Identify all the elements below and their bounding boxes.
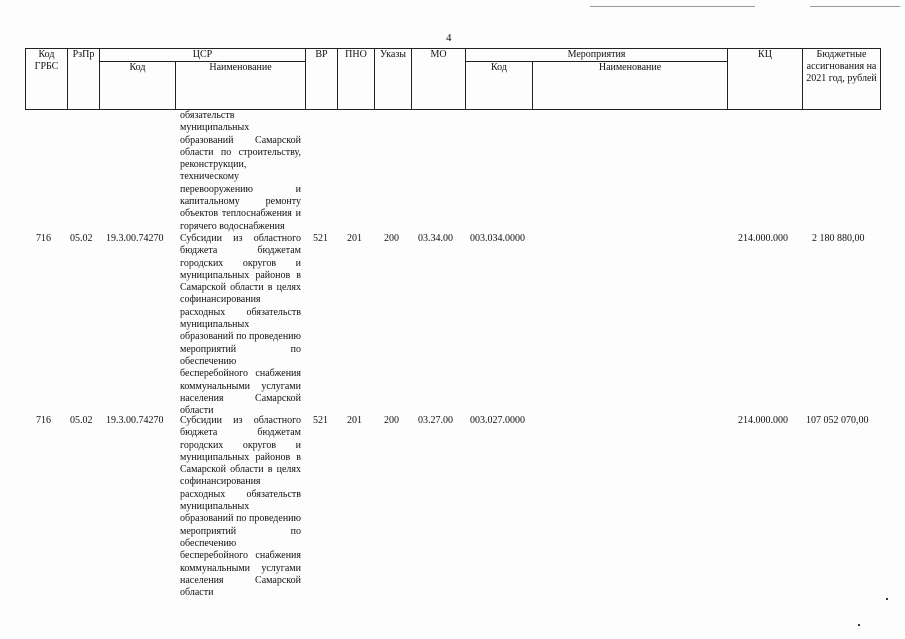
header-csr-name: Наименование <box>176 62 306 110</box>
header-budget: Бюджетные ассигнования на 2021 год, рублей <box>803 49 881 110</box>
header-csr: ЦСР <box>100 49 306 62</box>
header-mer-kod: Код <box>466 62 533 110</box>
cell-kc: 214.000.000 <box>738 233 788 244</box>
table-header <box>25 48 881 110</box>
cell-vr: 521 <box>313 233 328 244</box>
cell-pno: 201 <box>347 415 362 426</box>
continuation-text: обязательств муниципальных образований Самарской области по строительству, реконструкции, техническому перевооружению и капитальному ремонту объектов теплоснабжения и горячего водоснабжения <box>180 110 301 232</box>
header-vr: ВР <box>306 49 338 110</box>
header-mo: МО <box>412 49 466 110</box>
cell-pno: 201 <box>347 233 362 244</box>
page-number: 4 <box>446 32 452 44</box>
header-csr-kod: Код <box>100 62 176 110</box>
cell-vr: 521 <box>313 415 328 426</box>
cell-grbs: 716 <box>36 233 51 244</box>
cell-mer-kod: 003.027.0000 <box>470 415 525 426</box>
cell-rzpr: 05.02 <box>70 233 93 244</box>
cell-name: Субсидии из областного бюджета бюджетам городских округов и муниципальных районов в Самарской области в целях софинансирования расходных обязательств муниципальных образований по проведению мероприятий по обеспечению бесперебойного снабжения коммунальными услугами населения Самарской области <box>180 233 301 417</box>
cell-csr: 19.3.00.74270 <box>106 233 164 244</box>
cell-grbs: 716 <box>36 415 51 426</box>
top-scan-line-right <box>810 6 900 7</box>
cell-sum: 2 180 880,00 <box>812 233 865 244</box>
scan-speck <box>858 624 860 626</box>
header-ukazy: Указы <box>375 49 412 110</box>
cell-mo: 03.27.00 <box>418 415 453 426</box>
header-kc: КЦ <box>728 49 803 110</box>
cell-ukazy: 200 <box>384 415 399 426</box>
scan-speck <box>886 598 888 600</box>
header-kod-grbs: Код ГРБС <box>26 49 68 110</box>
cell-name: Субсидии из областного бюджета бюджетам городских округов и муниципальных районов в Самарской области в целях софинансирования расходных обязательств муниципальных образований по проведению мероприятий по обеспечению бесперебойного снабжения коммунальными услугами населения Самарской области <box>180 415 301 599</box>
header-pno: ПНО <box>338 49 375 110</box>
cell-sum: 107 052 070,00 <box>806 415 869 426</box>
header-rzpr: РзПр <box>68 49 100 110</box>
cell-csr: 19.3.00.74270 <box>106 415 164 426</box>
header-mer-name: Наименование <box>533 62 728 110</box>
cell-mer-kod: 003.034.0000 <box>470 233 525 244</box>
header-meropriyatiya: Мероприятия <box>466 49 728 62</box>
cell-rzpr: 05.02 <box>70 415 93 426</box>
cell-mo: 03.34.00 <box>418 233 453 244</box>
top-scan-line <box>590 6 755 7</box>
cell-ukazy: 200 <box>384 233 399 244</box>
cell-kc: 214.000.000 <box>738 415 788 426</box>
